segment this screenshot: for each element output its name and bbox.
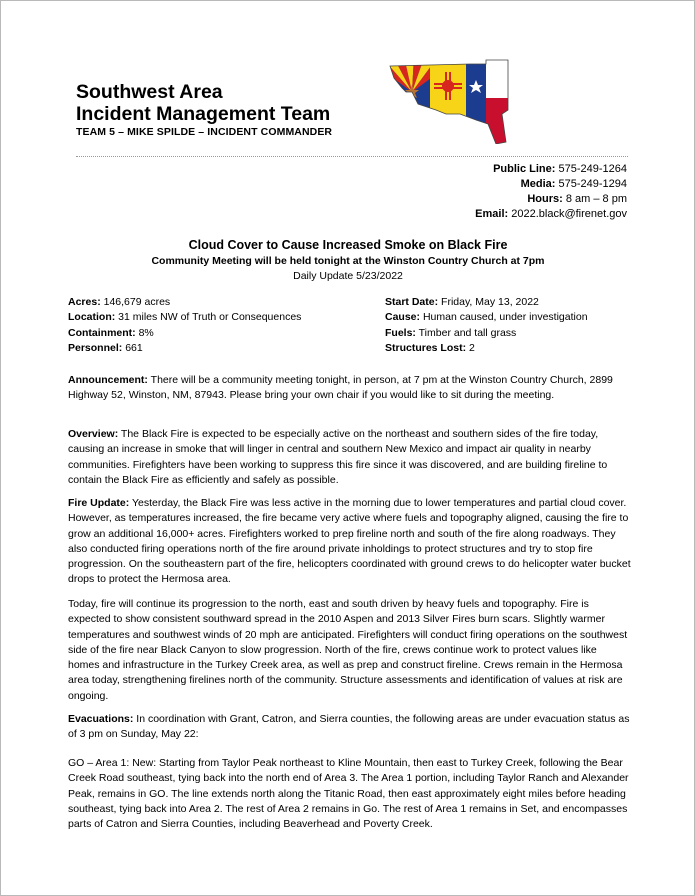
overview-paragraph: Overview: The Black Fire is expected to be especially active on the northeast and southern sides of the fire today, causing an increase in smoke that will linger in central and southern New Mexico and impact air quality in nearby communities. Firefighters have been working to suppress this fire since it was discovered, and are building fireline to contain the Black Fire as efficiently and safely as possible. [68, 428, 608, 486]
organization-name [76, 81, 396, 125]
fact-location: Location: 31 miles NW of Truth or Consequences [68, 311, 302, 324]
fact-start-date: Start Date: Friday, May 13, 2022 [385, 296, 539, 308]
fact-cause: Cause: Human caused, under investigation [385, 311, 588, 324]
update-subtitle: Community Meeting will be held tonight at the Winston Country Church at 7pm [151, 255, 545, 267]
fact-containment: Containment: 8% [68, 326, 154, 339]
contact-hours: Hours: 8 am – 8 pm [527, 193, 627, 205]
fire-facts-right [385, 295, 588, 357]
fact-personnel: Personnel: 661 [68, 342, 143, 355]
contact-public-line: Public Line: 575-249-1264 [493, 163, 627, 175]
contact-media: Media: 575-249-1294 [520, 178, 627, 190]
contact-block [475, 162, 627, 222]
update-date: Daily Update 5/23/2022 [293, 270, 403, 282]
go-area-1-paragraph: GO – Area 1: New: Starting from Taylor Peak northeast to Kline Mountain, then east to Turkey Creek, following the Bear Creek Road southeast, tying back into the north end of Area 3. The Area 1 portion, including Taylor Ranch and Alexander Peak, remains in GO. The line extends north along the Titanic Road, then east approximately eight miles before heading southeast, tying back into Area 2. The rest of Area 2 remains in Go. The rest of Area 1 remains in Set, and encompasses parts of Catron and Sierra Counties, including Beaverhead and Poverty Creek. [68, 757, 629, 831]
header-divider [76, 156, 628, 157]
fact-structures-lost: Structures Lost: 2 [385, 342, 475, 355]
today-paragraph: Today, fire will continue its progression to the north, east and south driven by heavy fuels and topography. Fire is expected to show consistent southward spread in the 2010 Aspen and 2013 Silver Fires burn scars. Slightly warmer temperatures and southwest winds of 20 mph are anticipated. Firefighters will conduct firing operations on the southwest side of the fire near Black Canyon to slow progression. North of the fire, crews continue work to protect values like homes and infrastructure in the Turkey Creek area, as well as prep and construct fireline. Crews remain in the Hermosa area today, strengthening firelines north of the community. Structure assessments and identification of values at risk are ongoing. [68, 598, 628, 702]
fire-facts-left [68, 295, 301, 357]
org-line-1: Southwest Area [76, 81, 223, 103]
fact-fuels: Fuels: Timber and tall grass [385, 326, 517, 339]
contact-email: Email: 2022.black@firenet.gov [475, 208, 627, 220]
update-title: Cloud Cover to Cause Increased Smoke on Black Fire [188, 238, 508, 252]
fact-acres: Acres: 146,679 acres [68, 296, 171, 308]
southwest-states-flag-logo [388, 58, 510, 144]
org-line-2: Incident Management Team [76, 103, 331, 125]
fire-update-paragraph: Fire Update: Yesterday, the Black Fire was less active in the morning due to lower temperatures and partial cloud cover. However, as temperatures increased, the fire became very active where fuels and topography aligned, causing the fire to grow an additional 16,000+ acres. Firefighters worked to prep fireline north and south of the fire along roadways. They also conducted firing operations north of the fire around private inholdings to protect structures and try to stop fire progression. On the southeastern part of the fire, helicopters coordinated with ground crews to do helicopter water bucket drops to protect the Hermosa area. [68, 497, 631, 586]
team-commander-line: TEAM 5 – MIKE SPILDE – INCIDENT COMMANDER [76, 126, 333, 138]
announcement-paragraph: Announcement: There will be a community meeting tonight, in person, at 7 pm at the Winston Country Church, 2899 Highway 52, Winston, NM, 87943. Please bring your own chair if you would like to sit during the meeting. [68, 374, 613, 402]
evacuations-paragraph: Evacuations: In coordination with Grant, Catron, and Sierra counties, the following areas are under evacuation status as of 3 pm on Sunday, May 22: [68, 713, 630, 741]
